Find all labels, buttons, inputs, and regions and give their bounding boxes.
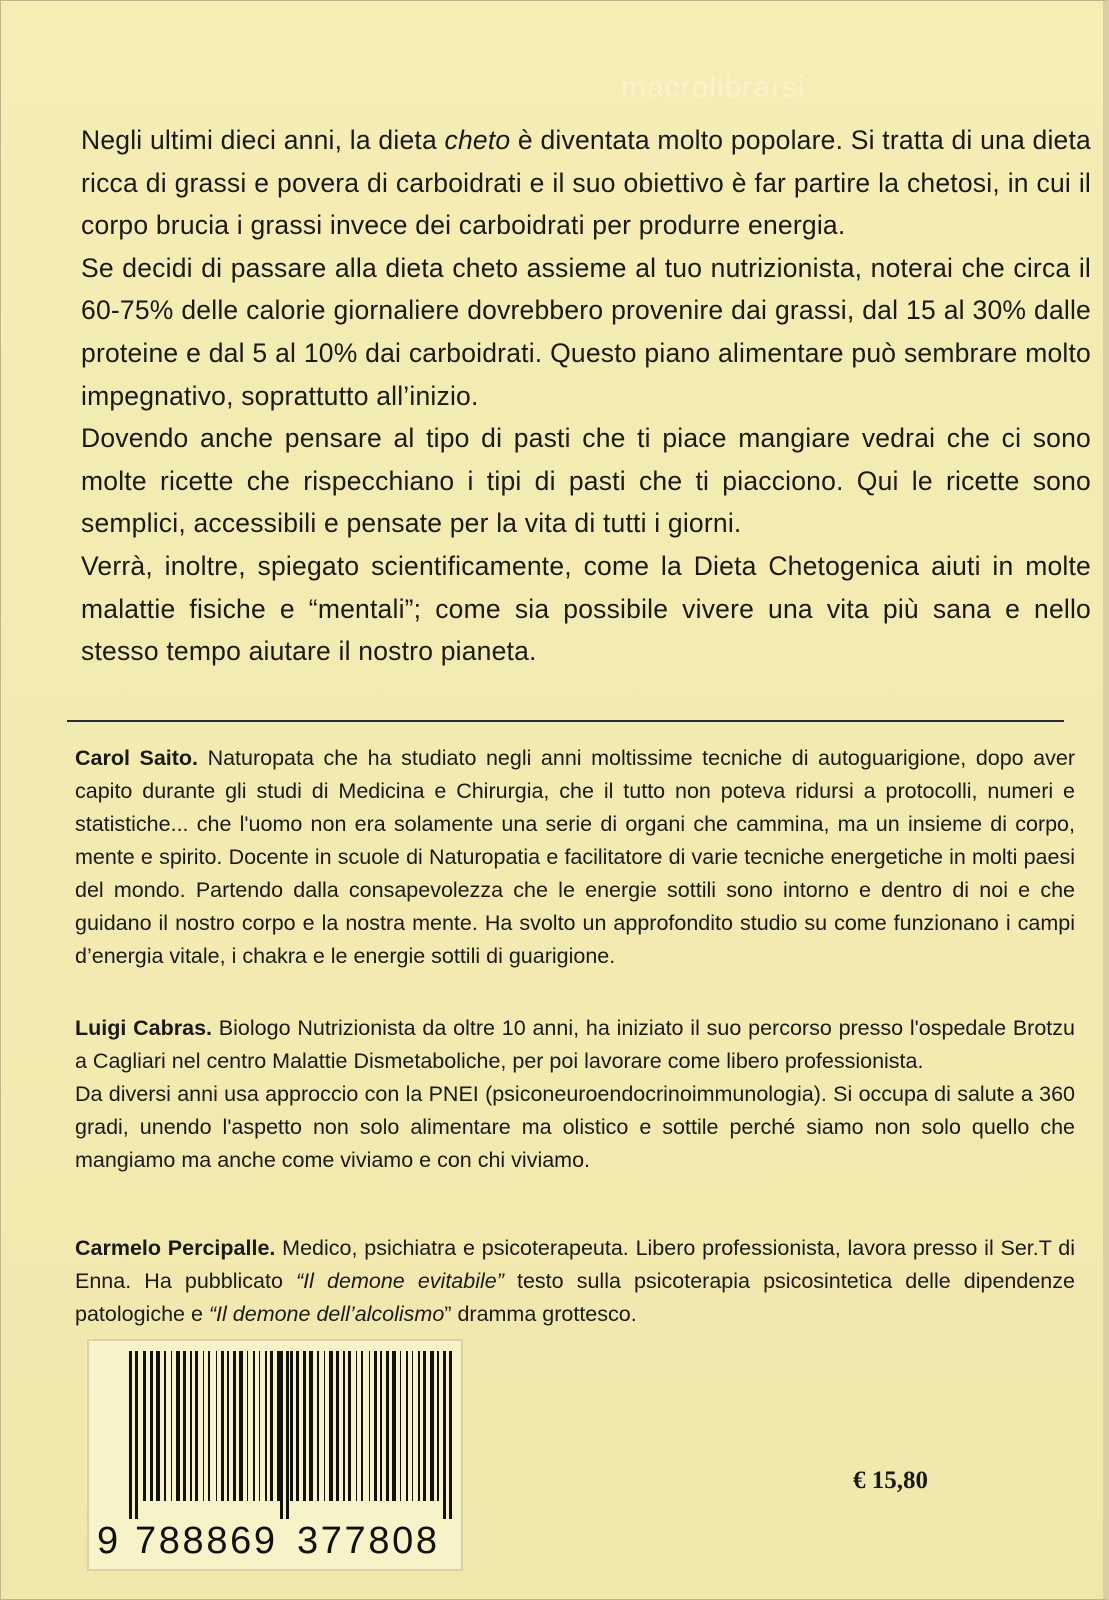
barcode-bar bbox=[195, 1351, 198, 1501]
blurb bbox=[81, 119, 1091, 673]
barcode-bar bbox=[190, 1351, 192, 1501]
barcode-bar bbox=[253, 1351, 255, 1501]
barcode-bar bbox=[183, 1351, 186, 1501]
barcode-bar bbox=[343, 1351, 345, 1501]
author-bio-saito bbox=[75, 742, 1075, 973]
author-name: Carol Saito. bbox=[75, 746, 199, 770]
author-name: Luigi Cabras. bbox=[75, 1016, 213, 1040]
barcode-bar bbox=[309, 1351, 313, 1501]
blurb-paragraph-1: Negli ultimi dieci anni, la dieta cheto è diventata molto popolare. Si tratta di una dieta ricca di grassi e povera di carboidrati e il suo obiettivo è far partire la chetosi, in cui il corpo brucia i grassi invece dei carboidrati per produrre energia. bbox=[81, 125, 1091, 241]
barcode-bar bbox=[386, 1351, 389, 1501]
author-description-continued: Da diversi anni usa approccio con la PNEI (psiconeuroendocrinoimmunologia). Si occupa di salute a 360 gradi, unendo l'aspetto non solo alimentare ma olistico e sottile perché siamo non solo quello che mangiamo ma anche come viviamo e con chi viviamo. bbox=[75, 1082, 1075, 1172]
book-title: “Il demone dell’alcolismo bbox=[208, 1302, 445, 1326]
barcode-bar bbox=[437, 1351, 439, 1501]
barcode-bar bbox=[303, 1351, 306, 1501]
barcode-bar bbox=[348, 1351, 351, 1501]
barcode-bar bbox=[270, 1351, 273, 1501]
barcode-bar bbox=[208, 1351, 210, 1501]
author-name: Carmelo Percipalle. bbox=[75, 1236, 276, 1260]
barcode-bar bbox=[329, 1351, 333, 1501]
barcode-guard-bar bbox=[129, 1351, 132, 1519]
barcode-bar bbox=[430, 1351, 434, 1501]
barcode-bar bbox=[171, 1351, 172, 1501]
barcode-bar bbox=[380, 1351, 382, 1501]
barcode-bar bbox=[221, 1351, 224, 1501]
barcode-guard-bar bbox=[443, 1351, 446, 1519]
barcode-bar bbox=[227, 1351, 229, 1501]
blurb-paragraph-3: Dovendo anche pensare al tipo di pasti che ti piace mangiare vedrai che ci sono molte ricette che rispecchiano i tipi di pasti che ti piacciono. Qui le ricette sono semplici, accessibili e pensate per la vita di tutti i giorni. bbox=[81, 423, 1091, 539]
barcode-bar bbox=[233, 1351, 236, 1501]
barcode-bar bbox=[356, 1351, 357, 1501]
barcode-bar bbox=[400, 1351, 401, 1501]
blurb-paragraph-4: Verrà, inoltre, spiegato scientificamente, come la Dieta Chetogenica aiuti in molte malattie fisiche e “mentali”; come sia possibile vivere una vita più sana e nello stesso tempo aiutare il nostro pianeta. bbox=[81, 550, 1091, 667]
barcode-bar bbox=[203, 1351, 204, 1501]
author-description: Biologo Nutrizionista da oltre 10 anni, ha iniziato il suo percorso presso l'ospedale Brotzu a Cagliari nel centro Malattie Dismetaboliche, per poi lavorare come libero professionista. bbox=[75, 1016, 1075, 1073]
barcode-left-digits: 788869 bbox=[135, 1520, 275, 1562]
barcode-bar bbox=[369, 1351, 370, 1501]
barcode-bar bbox=[290, 1351, 293, 1501]
barcode-first-digit: 9 bbox=[97, 1520, 119, 1562]
cheto-emphasis: cheto bbox=[444, 125, 511, 155]
barcode-bar bbox=[239, 1351, 243, 1501]
barcode-bar bbox=[423, 1351, 426, 1501]
barcode-guard-bar bbox=[286, 1351, 289, 1519]
author-description: Naturopata che ha studiato negli anni moltissime tecniche di autoguarigione, dopo aver capito durante gli studi di Medicina e Chirurgia, che il tutto non poteva ridursi a protocolli, numeri e statistiche... che l'uomo non era solamente una serie di organi che cammina, ma un insieme di corpo, mente e spirito. Docente in scuole di Naturopatia e facilitatore di varie tecniche energetiche in molti paesi del mondo. Partendo dalla consapevolezza che le energie sottili sono intorno e dentro di noi e che guidano il nostro corpo e la nostra mente. Ha svolto un approfondito studio su come funzionano i campi d’energia vitale, i chakra e le energie sottili di guarigione. bbox=[75, 746, 1076, 968]
author-bio-percipalle: Carmelo Percipalle. Medico, psichiatra e psicoterapeuta. Libero professionista, lavora presso il Ser.T di Enna. Ha pubblicato “Il demone evitabile” testo sulla psicoterapia psicosintetica delle dipendenze patologiche e “Il demone dell’alcolismo” dramma grottesco. bbox=[75, 1236, 1076, 1326]
section-divider bbox=[67, 720, 1064, 722]
barcode-bar bbox=[216, 1351, 217, 1501]
barcode-guard-bar bbox=[449, 1351, 452, 1519]
author-bio-cabras bbox=[75, 1012, 1075, 1177]
barcode-right-digits: 377808 bbox=[297, 1520, 437, 1562]
barcode-bar bbox=[412, 1351, 413, 1501]
barcode-bar bbox=[143, 1351, 146, 1501]
barcode-bar bbox=[265, 1351, 267, 1501]
barcode-bar bbox=[156, 1351, 160, 1501]
barcode-bar bbox=[406, 1351, 408, 1501]
book-title: “Il demone evitabile” bbox=[296, 1269, 504, 1293]
barcode-bar bbox=[392, 1351, 396, 1501]
barcode-bar bbox=[259, 1351, 260, 1501]
barcode-bar bbox=[361, 1351, 363, 1501]
isbn-barcode bbox=[87, 1339, 463, 1571]
barcode-bar bbox=[247, 1351, 248, 1501]
barcode-bar bbox=[150, 1351, 153, 1501]
barcode-graphic bbox=[89, 1341, 461, 1569]
price-label: € 15,80 bbox=[853, 1467, 928, 1494]
barcode-bar bbox=[296, 1351, 299, 1501]
watermark: macrolibrarsi bbox=[621, 71, 806, 104]
barcode-bar bbox=[336, 1351, 339, 1501]
barcode-bar bbox=[324, 1351, 325, 1501]
barcode-bar bbox=[418, 1351, 420, 1501]
barcode-guard-bar bbox=[280, 1351, 283, 1519]
blurb-paragraph-2: Se decidi di passare alla dieta cheto assieme al tuo nutrizionista, noterai che circa il 60-75% delle calorie giornaliere dovrebbero provenire dai grassi, dal 15 al 30% dalle proteine e dal 5 al 10% dai carboidrati. Questo piano alimentare può sembrare molto impegnativo, soprattutto all’inizio. bbox=[81, 252, 1091, 411]
barcode-bar bbox=[164, 1351, 166, 1501]
barcode-guard-bar bbox=[135, 1351, 138, 1519]
barcode-bar bbox=[317, 1351, 319, 1501]
barcode-bar bbox=[374, 1351, 377, 1501]
barcode-bar bbox=[176, 1351, 180, 1501]
